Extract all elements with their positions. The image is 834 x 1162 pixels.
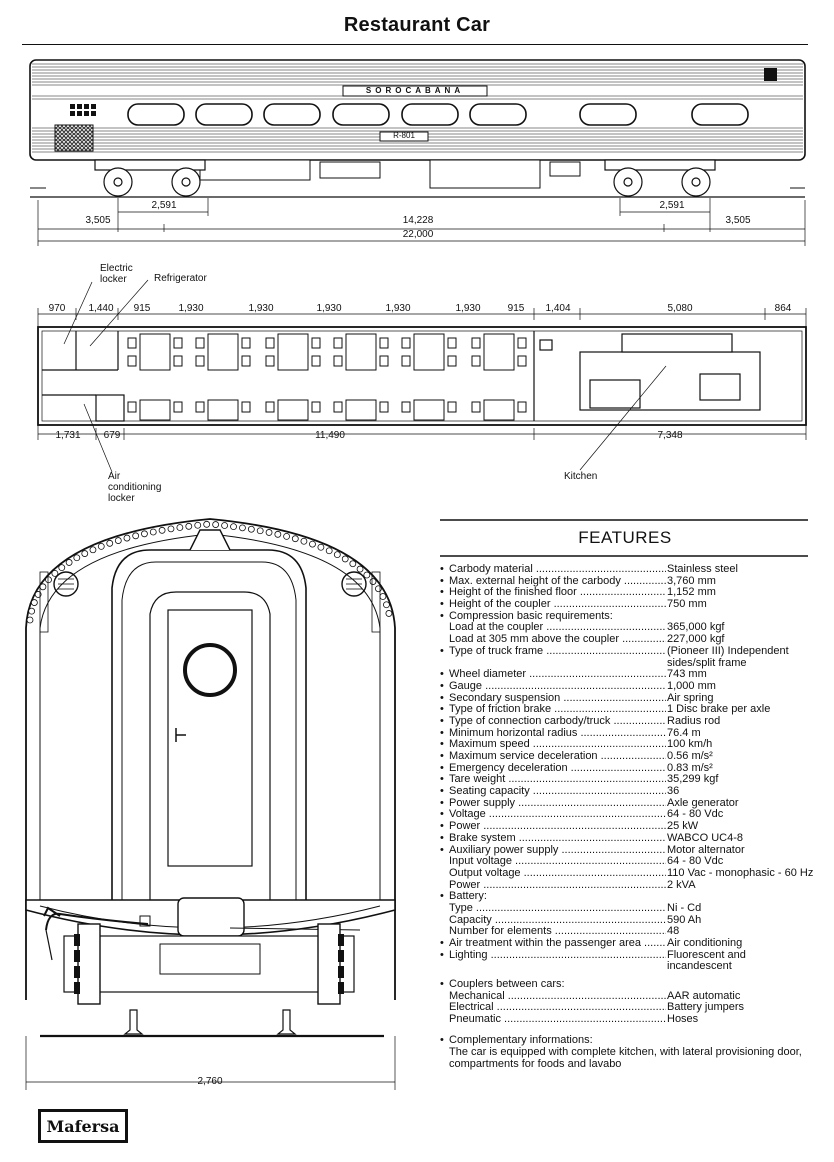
dining-table	[208, 400, 238, 420]
chair	[266, 338, 274, 348]
dim-car-width: 2,760	[197, 1076, 223, 1087]
feature-label: Number for elements .....	[449, 926, 666, 938]
roof-rivet	[213, 522, 219, 528]
bullet-icon: •	[440, 598, 444, 611]
roof-rivet	[266, 529, 272, 535]
feature-label: Emergency deceleration .....	[449, 763, 666, 775]
bullet-icon: •	[440, 890, 444, 903]
roof-rivet	[248, 526, 254, 532]
feature-value: (Pioneer III) Independent	[667, 644, 789, 657]
feature-row	[440, 646, 820, 658]
feature-label: Lighting .....	[449, 950, 666, 962]
feature-row	[440, 704, 820, 716]
bullet-icon: •	[440, 668, 444, 681]
bullet-icon: •	[440, 750, 444, 762]
feature-row	[440, 821, 820, 833]
chair	[518, 338, 526, 348]
feature-label: Couplers between cars:	[449, 979, 565, 991]
features-list	[440, 564, 820, 1026]
feature-value: sides/split frame	[667, 656, 747, 669]
plan-dim: 864	[774, 303, 792, 314]
feature-row	[440, 716, 820, 728]
feature-row	[440, 845, 820, 857]
chair	[266, 356, 274, 366]
feature-value: Stainless steel	[667, 563, 738, 575]
bullet-icon: •	[440, 831, 444, 844]
dining-table	[414, 400, 444, 420]
feature-label: Load at 305 mm above the coupler .....	[449, 634, 666, 646]
feature-label: Secondary suspension .....	[449, 693, 666, 705]
feature-row	[440, 786, 820, 798]
feature-row	[440, 950, 820, 962]
feature-row	[440, 809, 820, 821]
feature-label: Gauge .....	[449, 681, 666, 693]
feature-label: Power .....	[449, 821, 666, 833]
roof-rivet	[292, 536, 298, 542]
feature-value: 590 Ah	[667, 913, 702, 926]
feature-label: Type .....	[449, 903, 666, 915]
label-air-conditioning-locker: Air conditioning locker	[108, 471, 162, 504]
chair	[472, 356, 480, 366]
roof-rivet	[133, 533, 139, 539]
chair	[174, 356, 182, 366]
roof-rivet	[31, 600, 37, 606]
roof-rivet	[177, 525, 183, 531]
feature-row	[440, 587, 820, 599]
feature-label: Voltage .....	[449, 809, 666, 821]
bullet-icon: •	[440, 726, 444, 739]
roof-rivet	[46, 577, 52, 583]
bullet-icon: •	[440, 808, 444, 821]
chair	[380, 356, 388, 366]
feature-row	[440, 938, 820, 950]
feature-row	[440, 774, 820, 786]
page-title: Restaurant Car	[343, 14, 491, 36]
feature-label: Power supply .....	[449, 798, 666, 810]
roof-rivet	[204, 521, 210, 527]
feature-value: Air conditioning	[667, 937, 743, 949]
plan-dim: 1,404	[545, 303, 571, 314]
roof-rivet	[195, 522, 201, 528]
feature-value: 750 mm	[667, 598, 707, 611]
roof-rivet	[141, 531, 147, 537]
bullet-icon: •	[440, 679, 444, 692]
chair	[196, 356, 204, 366]
roof-rivet	[370, 579, 376, 585]
chair	[448, 356, 456, 366]
feature-value: Axle generator	[667, 796, 739, 809]
dim-overhang-right: 3,505	[725, 215, 751, 226]
roof-rivet	[168, 526, 174, 532]
bullet-icon: •	[440, 703, 444, 716]
feature-row	[440, 739, 820, 751]
plan-dim: 11,490	[315, 430, 345, 441]
feature-value: 0.83 m/s²	[667, 761, 713, 774]
dining-table	[484, 400, 514, 420]
dining-table	[278, 334, 308, 370]
roof-rivet	[150, 529, 156, 535]
chair	[472, 338, 480, 348]
plan-dim: 1,930	[455, 303, 481, 314]
feature-value: Motor alternator	[667, 843, 745, 856]
feature-label: Brake system .....	[449, 833, 666, 845]
car-number: R-801	[393, 131, 415, 140]
feature-label: Capacity .....	[449, 915, 666, 927]
dining-table	[346, 334, 376, 370]
bullet-icon: •	[440, 948, 444, 961]
chair	[128, 402, 136, 412]
bullet-icon: •	[440, 586, 444, 599]
roof-rivet	[375, 586, 381, 592]
roof-rivet	[107, 540, 113, 546]
feature-row	[440, 868, 820, 880]
roof-rivet	[383, 602, 389, 608]
feature-value: 48	[667, 925, 680, 938]
feature-row	[440, 728, 820, 740]
chair	[518, 356, 526, 366]
plan-dim: 1,440	[88, 303, 114, 314]
chair	[312, 356, 320, 366]
feature-row	[440, 1014, 820, 1026]
chair	[402, 356, 410, 366]
plan-dim: 1,930	[178, 303, 204, 314]
plan-dim: 915	[133, 303, 151, 314]
plan-dim: 1,930	[248, 303, 274, 314]
dim-truck-centers: 14,228	[402, 215, 434, 226]
feature-label: Input voltage .....	[449, 856, 666, 868]
roof-rivet	[239, 525, 245, 531]
dining-table	[140, 400, 170, 420]
plan-dim: 915	[507, 303, 525, 314]
feature-label: Type of friction brake .....	[449, 704, 666, 716]
roof-rivet	[301, 538, 307, 544]
bullet-icon: •	[440, 714, 444, 727]
feature-row	[440, 926, 820, 938]
bullet-icon: •	[440, 937, 444, 949]
bullet-icon: •	[440, 609, 444, 622]
chair	[472, 402, 480, 412]
feature-value: Ni - Cd	[667, 901, 702, 914]
feature-label: Carbody material .....	[449, 564, 666, 576]
feature-row	[440, 903, 820, 915]
roof-rivet	[309, 541, 315, 547]
feature-value: 227,000 kgf	[667, 633, 725, 646]
chair	[312, 402, 320, 412]
feature-row	[440, 611, 820, 623]
feature-row	[440, 833, 820, 845]
feature-row	[440, 599, 820, 611]
chair	[448, 338, 456, 348]
feature-row	[440, 979, 820, 991]
plan-dim: 1,930	[316, 303, 342, 314]
plan-dim: 679	[103, 430, 121, 441]
chair	[242, 356, 250, 366]
chair	[242, 338, 250, 348]
feature-value: Hoses	[667, 1013, 699, 1026]
feature-value: 1 Disc brake per axle	[667, 703, 771, 716]
label-refrigerator: Refrigerator	[154, 273, 207, 284]
dim-truck-wheelbase-left: 2,591	[151, 200, 177, 211]
plan-dim: 5,080	[667, 303, 693, 314]
feature-value: 64 - 80 Vdc	[667, 855, 724, 868]
roof-rivet	[231, 524, 237, 530]
feature-row	[440, 915, 820, 927]
feature-value: 1,000 mm	[667, 679, 716, 692]
dim-overall-length: 22,000	[402, 229, 434, 240]
feature-label: Electrical .....	[449, 1002, 666, 1014]
roof-rivet	[342, 556, 348, 562]
feature-value: Battery jumpers	[667, 1001, 745, 1014]
feature-label: Maximum speed .....	[449, 739, 666, 751]
chair	[518, 402, 526, 412]
chair	[402, 402, 410, 412]
label-electric-locker: Electric locker	[100, 263, 133, 285]
feature-value: 1,152 mm	[667, 586, 716, 599]
roof-rivet	[284, 533, 290, 539]
feature-row	[440, 564, 820, 576]
feature-row	[440, 880, 820, 892]
roof-rivet	[318, 544, 324, 550]
bullet-icon: •	[440, 1034, 444, 1046]
bullet-icon: •	[440, 773, 444, 786]
feature-value: WABCO UC4-8	[667, 831, 743, 844]
feature-value: 100 km/h	[667, 738, 713, 751]
feature-value: 2 kVA	[667, 878, 696, 891]
feature-label: Compression basic requirements:	[449, 610, 613, 622]
label-kitchen: Kitchen	[564, 471, 598, 482]
feature-row	[440, 763, 820, 775]
feature-label: Load at the coupler .....	[449, 622, 666, 634]
plan-dim: 7,348	[657, 430, 683, 441]
feature-row	[440, 1002, 820, 1014]
bullet-icon: •	[440, 820, 444, 833]
feature-label: Type of connection carbody/truck .....	[449, 716, 666, 728]
feature-row	[440, 991, 820, 1003]
feature-label: Seating capacity .....	[449, 786, 666, 798]
feature-label: Auxiliary power supply .....	[449, 845, 666, 857]
chair	[196, 338, 204, 348]
roof-rivet	[124, 535, 130, 541]
roof-rivet	[29, 608, 35, 614]
bullet-icon: •	[440, 563, 444, 575]
feature-value: Fluorescent and	[667, 948, 746, 961]
chair	[266, 402, 274, 412]
dining-table	[346, 400, 376, 420]
feature-label: Maximum service deceleration .....	[449, 751, 666, 763]
feature-row	[440, 622, 820, 634]
feature-row	[440, 681, 820, 693]
bullet-icon: •	[440, 796, 444, 809]
feature-label: Max. external height of the carbody .....	[449, 576, 666, 588]
chair	[174, 402, 182, 412]
feature-value: 0.56 m/s²	[667, 750, 713, 762]
roof-rivet	[364, 572, 370, 578]
feature-label: Height of the coupler .....	[449, 599, 666, 611]
feature-label: Wheel diameter .....	[449, 669, 666, 681]
roof-rivet	[27, 617, 33, 623]
feature-label: Type of truck frame .....	[449, 646, 666, 658]
complementary-info	[440, 1034, 820, 1070]
feature-value: Radius rod	[667, 714, 721, 727]
roof-rivet	[326, 548, 332, 554]
chair	[334, 338, 342, 348]
roof-rivet	[159, 527, 165, 533]
mafersa-logo	[38, 1109, 128, 1143]
feature-label: Height of the finished floor .....	[449, 587, 666, 599]
feature-row	[440, 751, 820, 763]
feature-value: incandescent	[667, 960, 732, 973]
roof-rivet	[257, 528, 263, 534]
logo-text: Mafersa	[46, 1116, 120, 1136]
chair	[380, 338, 388, 348]
chair	[196, 402, 204, 412]
dining-table	[208, 334, 238, 370]
feature-row	[440, 658, 820, 670]
roof-rivet	[66, 559, 72, 565]
roof-rivet	[82, 551, 88, 557]
bullet-icon: •	[440, 843, 444, 856]
feature-value: 3,760 mm	[667, 574, 716, 587]
complementary-text: The car is equipped with complete kitchen, with lateral provisioning door, compartments for foods and lavabo	[449, 1046, 802, 1070]
dining-table	[140, 334, 170, 370]
feature-value: Air spring	[667, 691, 714, 704]
feature-label: Mechanical .....	[449, 991, 666, 1003]
feature-value: 743 mm	[667, 668, 707, 681]
plan-dim: 970	[48, 303, 66, 314]
roof-rivet	[90, 547, 96, 553]
roof-rivet	[74, 555, 80, 561]
feature-label: Tare weight .....	[449, 774, 666, 786]
complementary-title: Complementary informations:	[449, 1034, 593, 1046]
feature-value: AAR automatic	[667, 989, 741, 1002]
feature-value: 25 kW	[667, 820, 699, 833]
chair	[334, 356, 342, 366]
roof-rivet	[40, 584, 46, 590]
roof-rivet	[59, 565, 65, 571]
bullet-icon: •	[440, 644, 444, 657]
feature-value: 36	[667, 785, 680, 798]
bullet-icon: •	[440, 978, 444, 991]
feature-value: 110 Vac - monophasic - 60 Hz	[667, 866, 814, 879]
feature-label: Power .....	[449, 880, 666, 892]
bullet-icon: •	[440, 738, 444, 751]
bullet-icon: •	[440, 691, 444, 704]
feature-row	[440, 576, 820, 588]
dining-table	[414, 334, 444, 370]
chair	[334, 402, 342, 412]
dining-table	[278, 400, 308, 420]
dim-overhang-left: 3,505	[85, 215, 111, 226]
chair	[128, 356, 136, 366]
roof-rivet	[115, 538, 121, 544]
feature-row	[440, 798, 820, 810]
end-view	[26, 519, 395, 1090]
feature-value: 365,000 kgf	[667, 621, 725, 634]
chair	[402, 338, 410, 348]
roof-rivet	[186, 523, 192, 529]
roof-rivet	[98, 543, 104, 549]
bullet-icon: •	[440, 574, 444, 587]
feature-row	[440, 891, 820, 903]
features-title: FEATURES	[578, 528, 672, 547]
dining-table	[484, 334, 514, 370]
roof-rivet	[275, 531, 281, 537]
roof-rivet	[222, 523, 228, 529]
roof-rivet	[386, 610, 392, 616]
plan-dim: 1,930	[385, 303, 411, 314]
feature-label: Output voltage .....	[449, 868, 666, 880]
roof-rivet	[380, 593, 386, 599]
feature-label: Battery:	[449, 891, 487, 903]
bullet-icon: •	[440, 761, 444, 774]
chair	[174, 338, 182, 348]
roof-rivet	[350, 561, 356, 567]
feature-row	[440, 669, 820, 681]
chair	[380, 402, 388, 412]
feature-value: 76.4 m	[667, 726, 701, 739]
feature-value: 35,299 kgf	[667, 773, 719, 786]
dim-truck-wheelbase-right: 2,591	[659, 200, 685, 211]
plan-dim: 1,731	[55, 430, 81, 441]
feature-row	[440, 961, 820, 973]
feature-label: Pneumatic .....	[449, 1014, 666, 1026]
feature-label: Minimum horizontal radius .....	[449, 728, 666, 740]
chair	[128, 338, 136, 348]
chair	[312, 338, 320, 348]
feature-label: Air treatment within the passenger area .....	[449, 938, 666, 950]
bullet-icon: •	[440, 785, 444, 798]
chair	[242, 402, 250, 412]
roof-rivet	[357, 566, 363, 572]
chair	[448, 402, 456, 412]
feature-value: 64 - 80 Vdc	[667, 808, 724, 821]
brand-plate: SOROCABANA	[365, 86, 465, 95]
roof-rivet	[334, 552, 340, 558]
